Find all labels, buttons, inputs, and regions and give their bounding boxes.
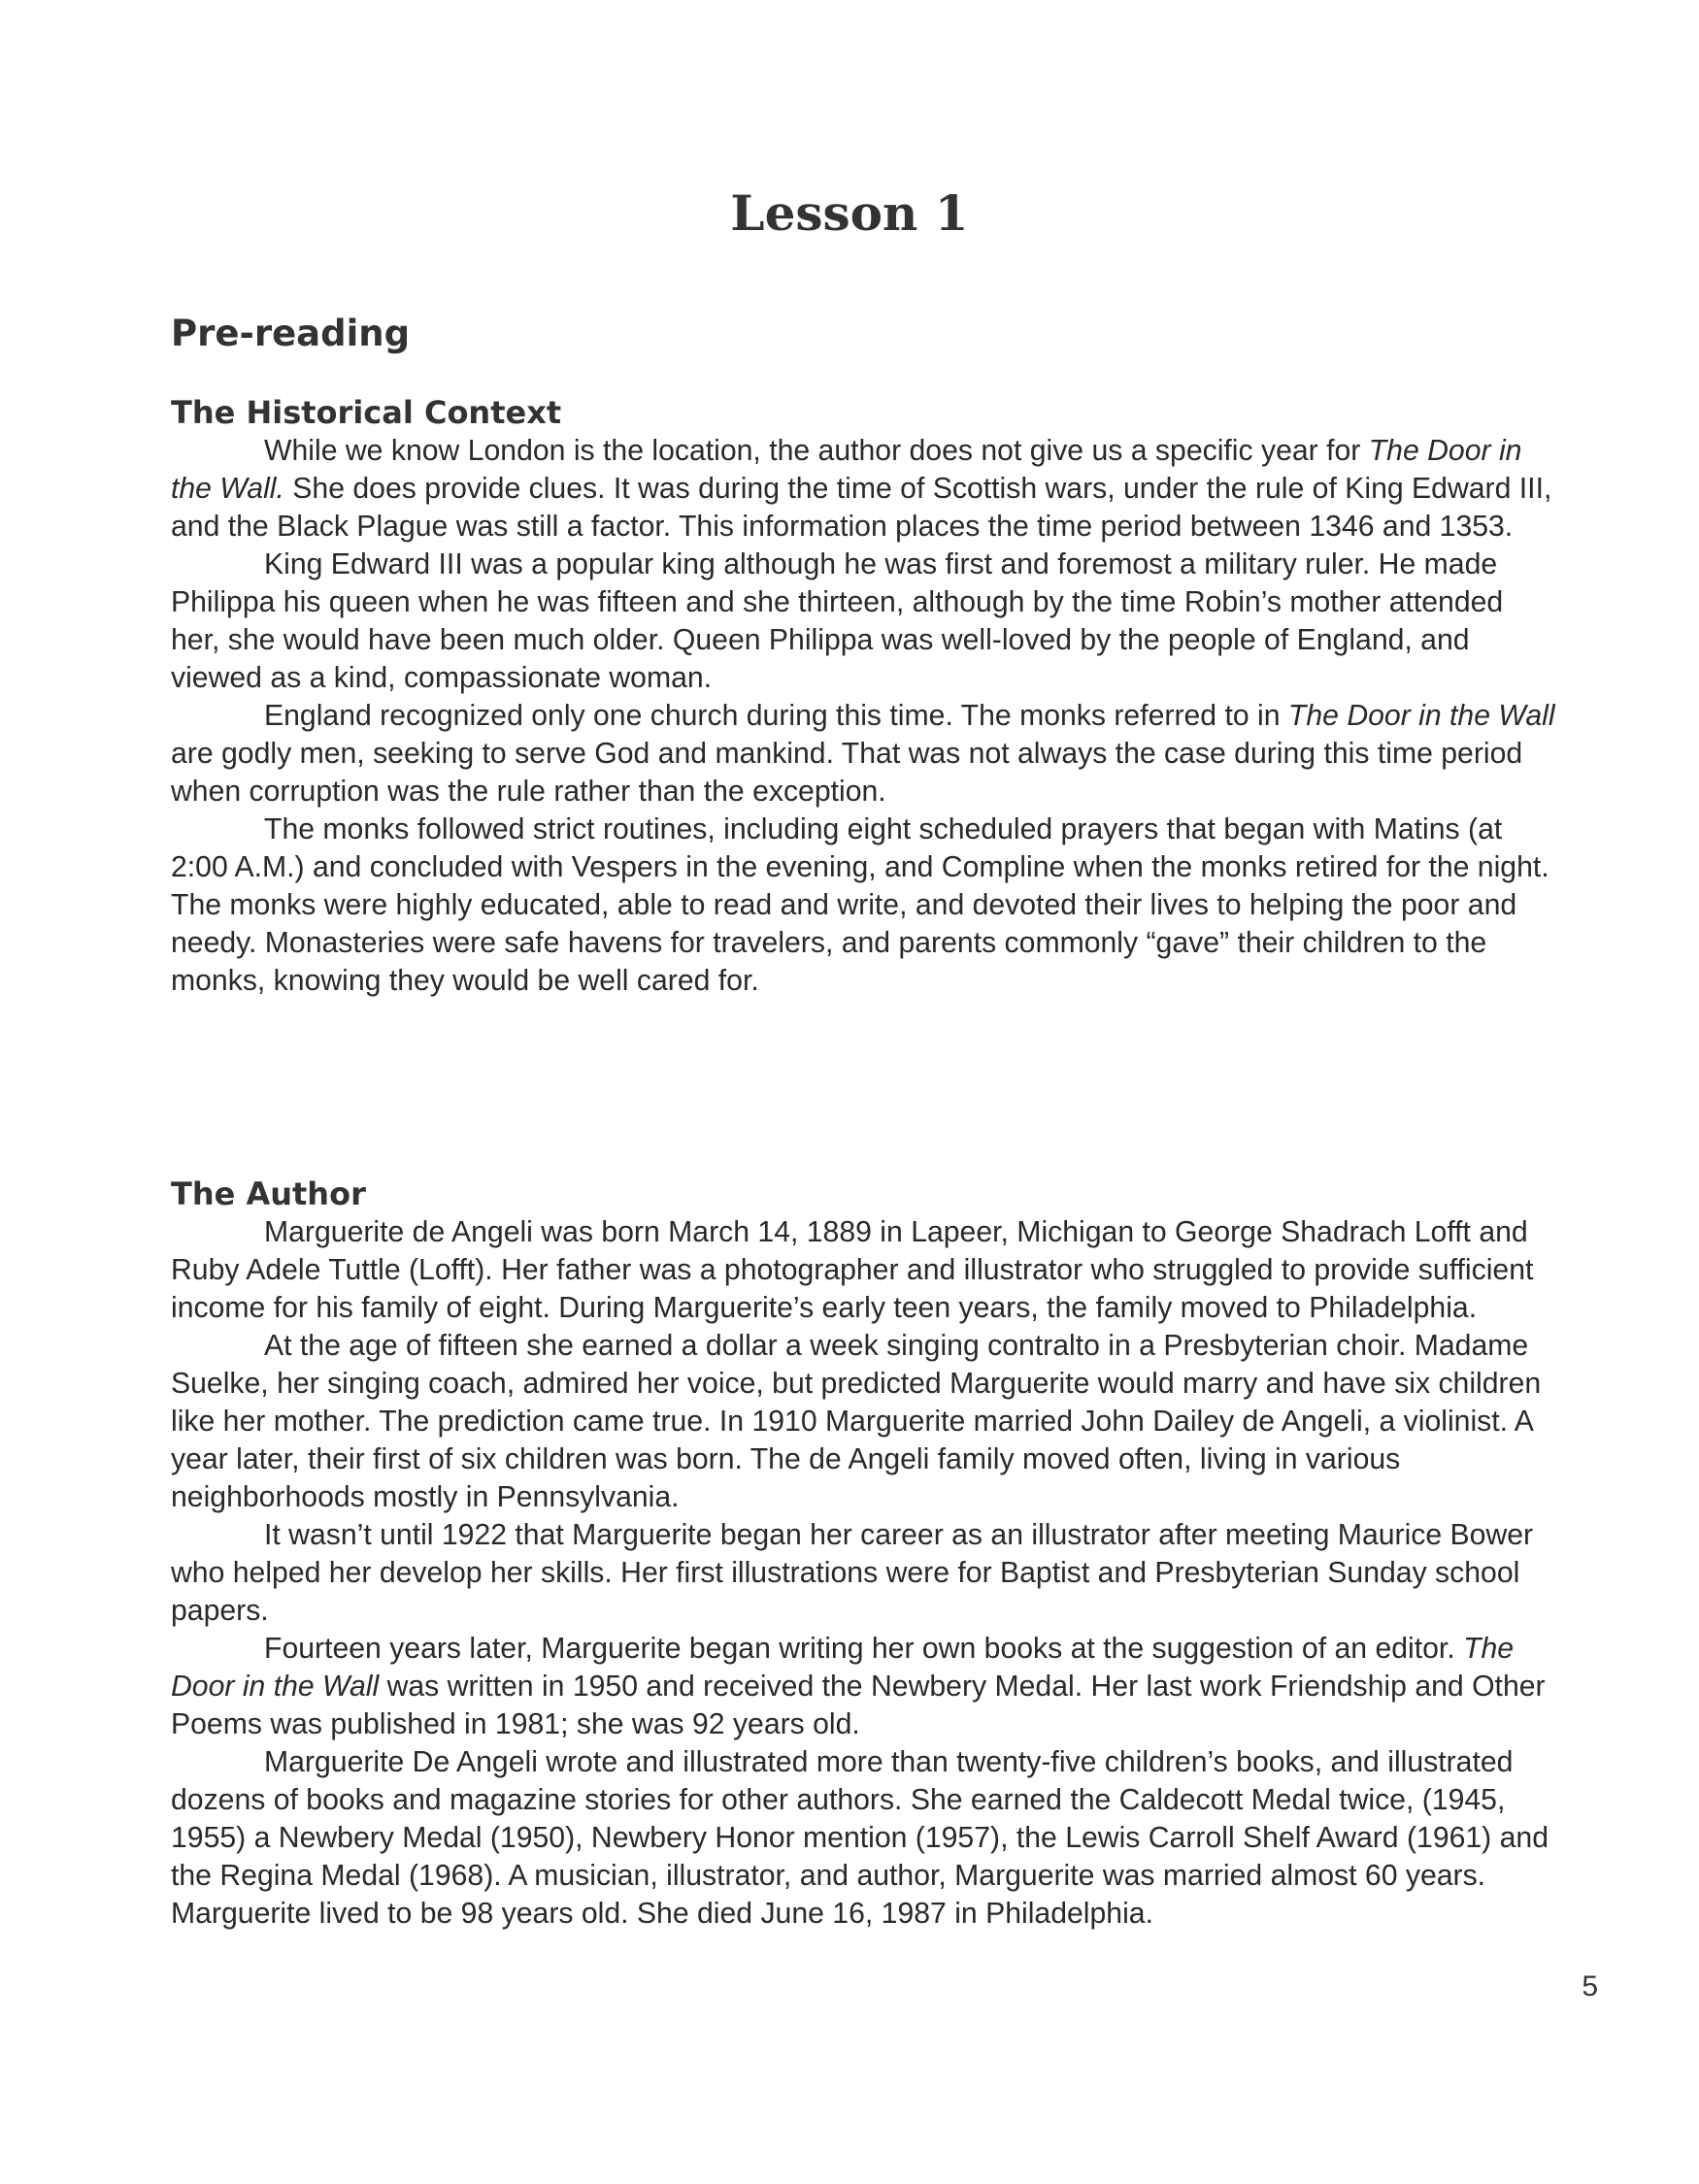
author-paragraph-4 [171, 1630, 1559, 1743]
text-run: Fourteen years later, Marguerite began writing her own books at the suggestion of an editor. [264, 1633, 1464, 1665]
historical-context-paragraph-4: The monks followed strict routines, including eight scheduled prayers that began with Matins (at 2:00 A.M.) and concluded with Vespers in the evening, and Compline when the monks retired for the night. The monks were highly educated, able to read and write, and devoted their lives to helping the poor and needy. Monasteries were safe havens for travelers, and parents commonly “gave” their children to the monks, knowing they would be well cared for. [171, 813, 1549, 997]
text-run: While we know London is the location, the author does not give us a specific year for [264, 435, 1369, 467]
book-title-italic: The Door in the Wall [1287, 700, 1555, 732]
text-run: England recognized only one church during this time. The monks referred to in [264, 700, 1288, 732]
author-paragraph-1: Marguerite de Angeli was born March 14, 1889 in Lapeer, Michigan to George Shadrach Lofft and Ruby Adele Tuttle (Lofft). Her father was a photographer and illustrator who struggled to provide sufficient income for his family of eight. During Marguerite’s early teen years, the family moved to Philadelphia. [171, 1216, 1534, 1324]
author-paragraph-3: It wasn’t until 1922 that Marguerite began her career as an illustrator after meeting Maurice Bower who helped her develop her skills. Her first illustrations were for Baptist and Presbyterian Sunday school papers. [171, 1519, 1534, 1627]
historical-context-paragraph-2: King Edward III was a popular king although he was first and foremost a military ruler. He made Philippa his queen when he was fifteen and she thirteen, although by the time Robin’s mother attended her, she would have been much older. Queen Philippa was well-loved by the people of England, and viewed as a kind, compassionate woman. [171, 548, 1504, 694]
book-title-italic: The Door in the Wall. [171, 435, 1522, 505]
author-heading: The Author [171, 1175, 366, 1212]
book-title-italic: The Door in the Wall [171, 1633, 1515, 1703]
author-section [171, 1175, 1559, 1933]
historical-context-section [171, 394, 1559, 1000]
page-title: Lesson 1 [730, 184, 969, 242]
historical-context-heading: The Historical Context [171, 394, 562, 431]
text-run: are godly men, seeking to serve God and mankind. That was not always the case during this time period when corruption was the rule rather than the exception. [171, 738, 1523, 808]
section-heading-prereading: Pre-reading [171, 313, 411, 354]
historical-context-paragraph-3 [171, 697, 1559, 811]
page-number: 5 [1582, 1970, 1598, 2002]
historical-context-paragraph-1 [171, 432, 1559, 546]
text-run: She does provide clues. It was during the time of Scottish wars, under the rule of King Edward III, and the Black Plague was still a factor. This information places the time period between 1346 and 1353. [171, 473, 1552, 543]
author-paragraph-5: Marguerite De Angeli wrote and illustrated more than twenty-five children’s books, and illustrated dozens of books and magazine stories for other authors. She earned the Caldecott Medal twice, (1945, 1955) a Newbery Medal (1950), Newbery Honor mention (1957), the Lewis Carroll Shelf Award (1961) and the Regina Medal (1968). A musician, illustrator, and author, Marguerite was married almost 60 years. Marguerite lived to be 98 years old. She died June 16, 1987 in Philadelphia. [171, 1746, 1549, 1930]
text-run: was written in 1950 and received the Newbery Medal. Her last work Friendship and Other Poems was published in 1981; she was 92 years old. [171, 1671, 1546, 1740]
author-paragraph-2: At the age of fifteen she earned a dollar a week singing contralto in a Presbyterian choir. Madame Suelke, her singing coach, admired her voice, but predicted Marguerite would marry and have six children like her mother. The prediction came true. In 1910 Marguerite married John Dailey de Angeli, a violinist. A year later, their first of six children was born. The de Angeli family moved often, living in various neighborhoods mostly in Pennsylvania. [171, 1330, 1542, 1513]
prereading-section [171, 313, 1559, 354]
